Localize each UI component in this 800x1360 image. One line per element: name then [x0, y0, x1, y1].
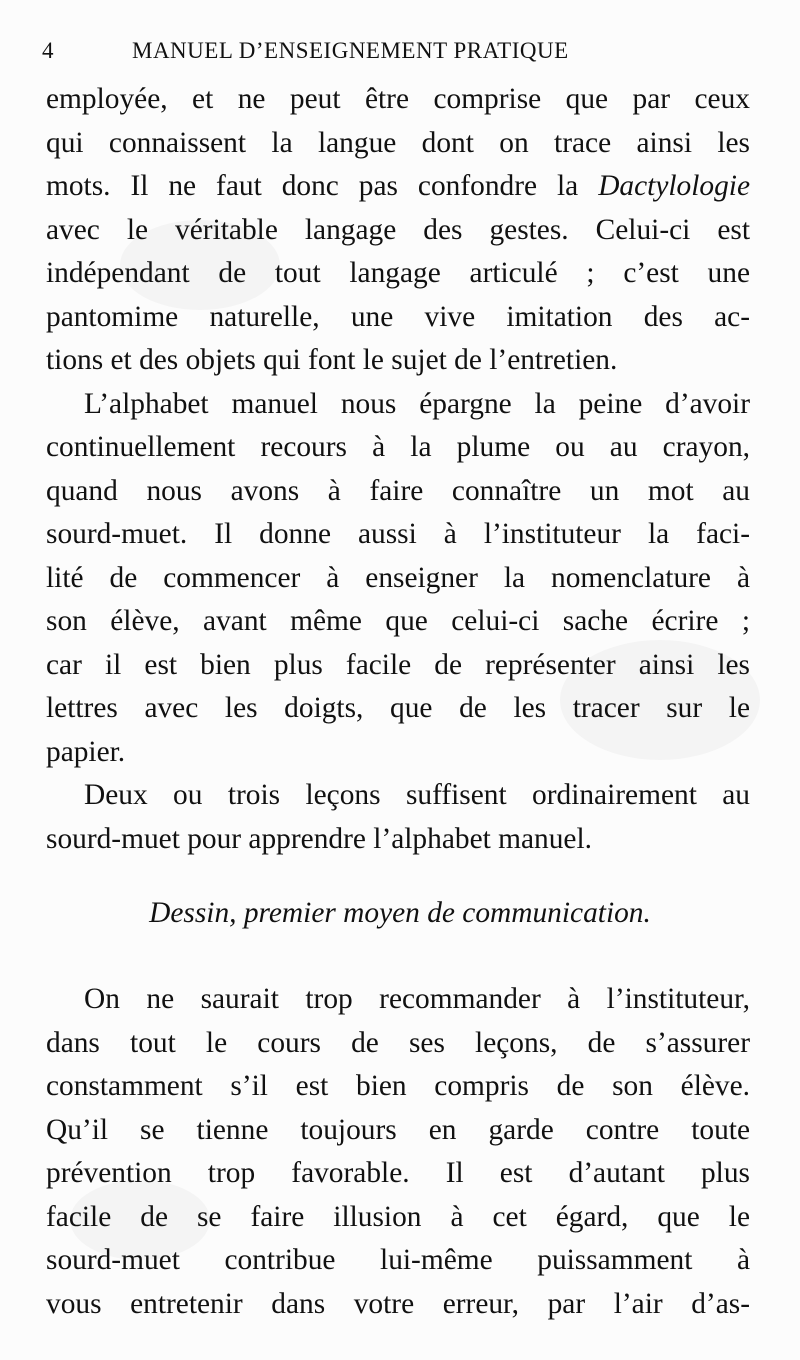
text-line: Deux ou trois leçons suffisent ordinairement au	[84, 779, 750, 811]
body-text-lower	[46, 978, 750, 1326]
text-line: qui connaissent la langue dont on trace ainsi les	[46, 126, 750, 159]
page-header	[42, 38, 742, 70]
text-line: Qu’il se tienne toujours en garde contre toute	[46, 1113, 750, 1146]
text-line: prévention trop favorable. Il est d’autant plus	[46, 1157, 750, 1189]
text-line: On ne saurait trop recommander à l’instituteur,	[84, 983, 750, 1015]
text-line: lité de commencer à enseigner la nomenclature à	[46, 561, 750, 594]
text-line: dans tout le cours de ses leçons, de s’assurer	[46, 1026, 750, 1059]
text-line: constamment s’il est bien compris de son élève.	[46, 1070, 750, 1102]
text-line: facile de se faire illusion à cet égard, que le	[46, 1200, 750, 1233]
body-text-upper	[46, 78, 750, 861]
text-line: sourd-muet contribue lui-même puissamment à	[46, 1244, 750, 1276]
text-line: avec le véritable langage des gestes. Celui-ci est	[46, 213, 750, 246]
text-line: sourd-muet. Il donne aussi à l’instituteur la faci-	[46, 518, 750, 550]
section-heading: Dessin, premier moyen de communication.	[149, 897, 651, 929]
running-head: MANUEL D’ENSEIGNEMENT PRATIQUE	[132, 38, 569, 63]
text-line: lettres avec les doigts, que de les tracer sur le	[46, 692, 750, 724]
italic-term: Dactylologie	[598, 170, 750, 202]
text-line: sourd-muet pour apprendre l’alphabet manuel.	[46, 822, 592, 855]
text-line: tions et des objets qui font le sujet de l’entretien.	[46, 344, 618, 376]
text-line: papier.	[46, 735, 126, 768]
text-line: quand nous avons à faire connaître un mot au	[46, 474, 750, 507]
text-line: employée, et ne peut être comprise que par ceux	[46, 83, 750, 115]
text-line: L’alphabet manuel nous épargne la peine d’avoir	[84, 387, 750, 420]
text-line: continuellement recours à la plume ou au crayon,	[46, 431, 750, 463]
text-line: vous entretenir dans votre erreur, par l’air d’as-	[46, 1287, 750, 1320]
page-number: 4	[42, 38, 54, 63]
text-line: pantomime naturelle, une vive imitation des ac-	[46, 300, 750, 333]
text-line: mots. Il ne faut donc pas confondre la Dactylologie	[46, 170, 750, 202]
text-line: car il est bien plus facile de représenter ainsi les	[46, 648, 750, 681]
text-line: indépendant de tout langage articulé ; c’est une	[46, 257, 750, 289]
text-line: son élève, avant même que celui-ci sache écrire ;	[46, 605, 750, 637]
